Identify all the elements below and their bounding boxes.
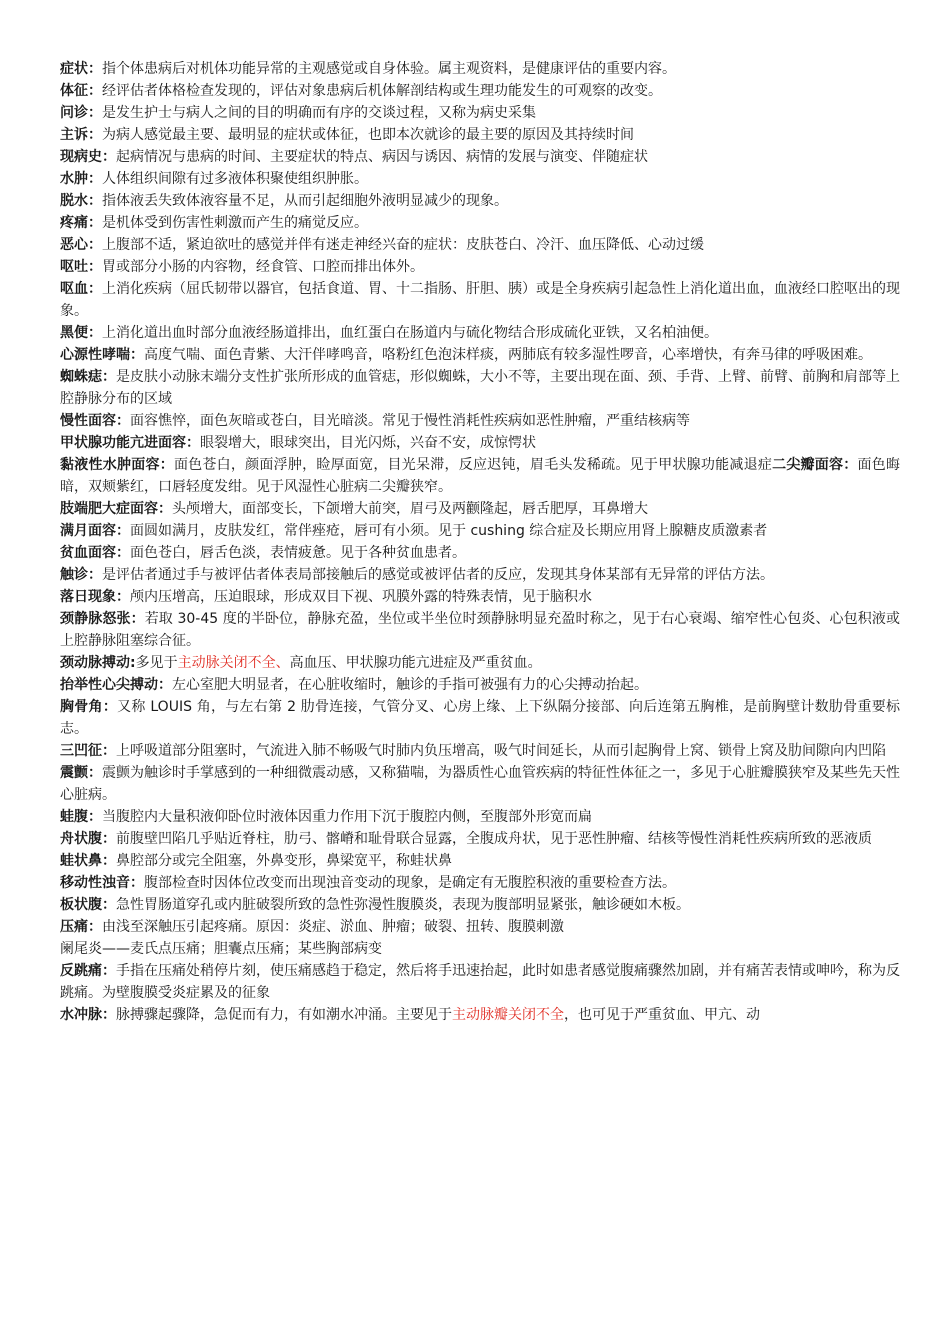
glossary-entry — [60, 850, 900, 872]
entry-term: 落日现象： — [60, 589, 130, 605]
glossary-entry — [60, 564, 900, 586]
entry-term: 现病史： — [60, 149, 116, 165]
entry-term: 贫血面容： — [60, 545, 130, 561]
entry-term: 黑便： — [60, 325, 102, 341]
entry-definition: 脉搏骤起骤降，急促而有力，有如潮水冲涌。主要见于 — [116, 1007, 452, 1023]
glossary-entry — [60, 674, 900, 696]
glossary-entry — [60, 212, 900, 234]
entry-definition: 颅内压增高，压迫眼球，形成双目下视、巩膜外露的特殊表情，见于脑积水 — [130, 589, 592, 605]
entry-term: 蜘蛛痣： — [60, 369, 116, 385]
entry-definition: 面色晦暗，双颊紫红，口唇轻度发绀。见于风湿性心脏病二尖瓣狭窄。 — [60, 457, 901, 495]
glossary-entry — [60, 410, 900, 432]
glossary-entry — [60, 960, 900, 1004]
entry-definition: 指体液丢失致体液容量不足，从而引起细胞外液明显减少的现象。 — [102, 193, 508, 209]
entry-definition: 面圆如满月，皮肤发红，常伴痤疮，唇可有小须。见于 cushing 综合症及长期应用肾上腺糖皮质激素者 — [130, 523, 768, 539]
entry-definition: 当腹腔内大量积液仰卧位时液体因重力作用下沉于腹腔内侧，至腹部外形宽而扁 — [102, 809, 592, 825]
entry-definition: 左心室肥大明显者，在心脏收缩时，触诊的手指可被强有力的心尖搏动抬起。 — [172, 677, 648, 693]
entry-definition: 是发生护士与病人之间的目的明确而有序的交谈过程，又称为病史采集 — [102, 105, 536, 121]
entry-term: 心源性哮喘： — [60, 347, 144, 363]
entry-definition: 眼裂增大，眼球突出，目光闪烁，兴奋不安，成惊愕状 — [200, 435, 536, 451]
entry-term: 板状腹： — [60, 897, 116, 913]
glossary-entry — [60, 586, 900, 608]
entry-definition: 由浅至深触压引起疼痛。原因：炎症、淤血、肿瘤；破裂、扭转、腹膜刺激 — [102, 919, 564, 935]
glossary-entry — [60, 608, 900, 652]
document-body — [60, 58, 900, 1026]
entry-definition: ，也可见于严重贫血、甲亢、动 — [564, 1007, 760, 1023]
entry-term: 蛙腹： — [60, 809, 102, 825]
entry-definition: 上腹部不适，紧迫欲吐的感觉并伴有迷走神经兴奋的症状：皮肤苍白、冷汗、血压降低、心动过缓 — [102, 237, 704, 253]
entry-definition: 上呼吸道部分阻塞时，气流进入肺不畅吸气时肺内负压增高，吸气时间延长，从而引起胸骨上窝、锁骨上窝及肋间隙向内凹陷 — [116, 743, 886, 759]
entry-term: 体征： — [60, 83, 102, 99]
entry-definition: 鼻腔部分或完全阻塞，外鼻变形，鼻梁宽平，称蛙状鼻 — [116, 853, 452, 869]
entry-definition: 多见于 — [135, 655, 178, 671]
entry-definition: 胃或部分小肠的内容物，经食管、口腔而排出体外。 — [102, 259, 424, 275]
entry-definition: 又称 LOUIS 角，与左右第 2 肋骨连接，气管分叉、心房上缘、上下纵隔分接部、向后连第五胸椎，是前胸壁计数肋骨重要标志。 — [60, 699, 900, 737]
entry-definition: 经评估者体格检查发现的，评估对象患病后机体解剖结构或生理功能发生的可观察的改变。 — [102, 83, 662, 99]
entry-term: 胸骨角： — [60, 699, 118, 715]
glossary-entry — [60, 322, 900, 344]
entry-definition: 手指在压痛处稍停片刻，使压痛感趋于稳定，然后将手迅速抬起，此时如患者感觉腹痛骤然加剧，并有痛苦表情或呻吟，称为反跳痛。为壁腹膜受炎症累及的征象 — [60, 963, 900, 1001]
entry-term: 黏液性水肿面容： — [60, 457, 174, 473]
entry-definition: 头颅增大，面部变长，下颌增大前突，眉弓及两颧隆起，唇舌肥厚，耳鼻增大 — [172, 501, 648, 517]
entry-term: 呕血： — [60, 281, 102, 297]
entry-definition: 上消化疾病（屈氏韧带以器官，包括食道、胃、十二指肠、肝胆、胰）或是全身疾病引起急性上消化道出血，血液经口腔呕出的现象。 — [60, 281, 900, 319]
entry-term: 抬举性心尖搏动： — [60, 677, 172, 693]
glossary-entry — [60, 102, 900, 124]
entry-term: 症状： — [60, 61, 102, 77]
glossary-entry — [60, 740, 900, 762]
entry-definition: 高度气喘、面色青紫、大汗伴哮鸣音，咯粉红色泡沫样痰，两肺底有较多湿性啰音，心率增快，有奔马律的呼吸困难。 — [144, 347, 872, 363]
entry-term: 疼痛： — [60, 215, 102, 231]
glossary-entry — [60, 124, 900, 146]
entry-definition: 是皮肤小动脉末端分支性扩张所形成的血管痣，形似蜘蛛，大小不等，主要出现在面、颈、手背、上臂、前臂、前胸和肩部等上腔静脉分布的区域 — [60, 369, 900, 407]
entry-term: 呕吐： — [60, 259, 102, 275]
entry-term: 颈动脉搏动: — [60, 655, 136, 671]
entry-definition: 急性胃肠道穿孔或内脏破裂所致的急性弥漫性腹膜炎，表现为腹部明显紧张，触诊硬如木板。 — [116, 897, 690, 913]
glossary-entry — [60, 542, 900, 564]
entry-term: 移动性浊音： — [60, 875, 144, 891]
entry-term: 蛙状鼻： — [60, 853, 116, 869]
glossary-entry — [60, 256, 900, 278]
entry-definition: 前腹壁凹陷几乎贴近脊柱，肋弓、髂嵴和耻骨联合显露，全腹成舟状，见于恶性肿瘤、结核等慢性消耗性疾病所致的恶液质 — [116, 831, 872, 847]
entry-definition: 是评估者通过手与被评估者体表局部接触后的感觉或被评估者的反应，发现其身体某部有无异常的评估方法。 — [102, 567, 774, 583]
entry-definition: 面色苍白，颜面浮肿，睑厚面宽，目光呆滞，反应迟钝，眉毛头发稀疏。见于甲状腺功能减退症 — [173, 457, 773, 473]
entry-term: 震颤： — [60, 765, 102, 781]
entry-term: 三凹征： — [60, 743, 116, 759]
glossary-entry — [60, 828, 900, 850]
entry-definition: 腹部检查时因体位改变而出现浊音变动的现象，是确定有无腹腔积液的重要检查方法。 — [144, 875, 676, 891]
glossary-entry — [60, 894, 900, 916]
entry-term: 水肿： — [60, 171, 102, 187]
entry-term: 肢端肥大症面容： — [60, 501, 172, 517]
entry-term: 慢性面容： — [60, 413, 130, 429]
glossary-entry — [60, 762, 900, 806]
glossary-entry — [60, 146, 900, 168]
glossary-entry — [60, 278, 900, 322]
glossary-entry — [60, 80, 900, 102]
entry-term: 二尖瓣面容： — [772, 457, 858, 473]
glossary-entry — [60, 234, 900, 256]
entry-definition: 若取 30-45 度的半卧位，静脉充盈，坐位或半坐位时颈静脉明显充盈时称之，见于右心衰竭、缩窄性心包炎、心包积液或上腔静脉阻塞综合征。 — [60, 611, 901, 649]
highlighted-text: 主动脉瓣关闭不全 — [452, 1007, 564, 1023]
glossary-entry — [60, 344, 900, 366]
highlighted-text: 主动脉关闭不全、 — [177, 655, 290, 671]
glossary-entry — [60, 806, 900, 828]
glossary-entry — [60, 520, 900, 542]
glossary-entry — [60, 938, 900, 960]
entry-term: 甲状腺功能亢进面容： — [60, 435, 200, 451]
glossary-entry — [60, 916, 900, 938]
glossary-entry — [60, 432, 900, 454]
entry-definition: 高血压、甲状腺功能亢进症及严重贫血。 — [289, 655, 542, 671]
entry-definition: 指个体患病后对机体功能异常的主观感觉或自身体验。属主观资料，是健康评估的重要内容。 — [102, 61, 676, 77]
entry-term: 主诉： — [60, 127, 102, 143]
entry-term: 满月面容： — [60, 523, 130, 539]
entry-term: 舟状腹： — [60, 831, 116, 847]
glossary-entry — [60, 168, 900, 190]
entry-term: 恶心： — [60, 237, 102, 253]
glossary-entry — [60, 1004, 900, 1026]
glossary-entry — [60, 366, 900, 410]
entry-definition: 面色苍白，唇舌色淡，表情疲惫。见于各种贫血患者。 — [130, 545, 466, 561]
entry-definition: 面容憔悴，面色灰暗或苍白，目光暗淡。常见于慢性消耗性疾病如恶性肿瘤，严重结核病等 — [130, 413, 690, 429]
entry-term: 问诊： — [60, 105, 102, 121]
entry-term: 水冲脉： — [60, 1007, 116, 1023]
glossary-entry — [60, 652, 900, 674]
entry-term: 反跳痛： — [60, 963, 116, 979]
entry-term: 触诊： — [60, 567, 102, 583]
entry-definition: 震颤为触诊时手掌感到的一种细微震动感，又称猫喘，为器质性心血管疾病的特征性体征之一，多见于心脏瓣膜狭窄及某些先天性心脏病。 — [60, 765, 900, 803]
entry-definition: 为病人感觉最主要、最明显的症状或体征，也即本次就诊的最主要的原因及其持续时间 — [102, 127, 634, 143]
entry-term: 颈静脉怒张： — [60, 611, 145, 627]
entry-term: 压痛： — [60, 919, 102, 935]
entry-definition: 是机体受到伤害性刺激而产生的痛觉反应。 — [102, 215, 368, 231]
entry-definition: 上消化道出血时部分血液经肠道排出，血红蛋白在肠道内与硫化物结合形成硫化亚铁，又名柏油便。 — [102, 325, 718, 341]
glossary-entry — [60, 498, 900, 520]
glossary-entry — [60, 696, 900, 740]
entry-term: 脱水： — [60, 193, 102, 209]
glossary-entry — [60, 454, 900, 498]
entry-definition: 人体组织间隙有过多液体积聚使组织肿胀。 — [102, 171, 368, 187]
glossary-entry — [60, 872, 900, 894]
glossary-entry — [60, 58, 900, 80]
entry-definition: 起病情况与患病的时间、主要症状的特点、病因与诱因、病情的发展与演变、伴随症状 — [116, 149, 648, 165]
entry-definition: 阑尾炎——麦氏点压痛；胆囊点压痛；某些胸部病变 — [60, 941, 382, 957]
glossary-entry — [60, 190, 900, 212]
